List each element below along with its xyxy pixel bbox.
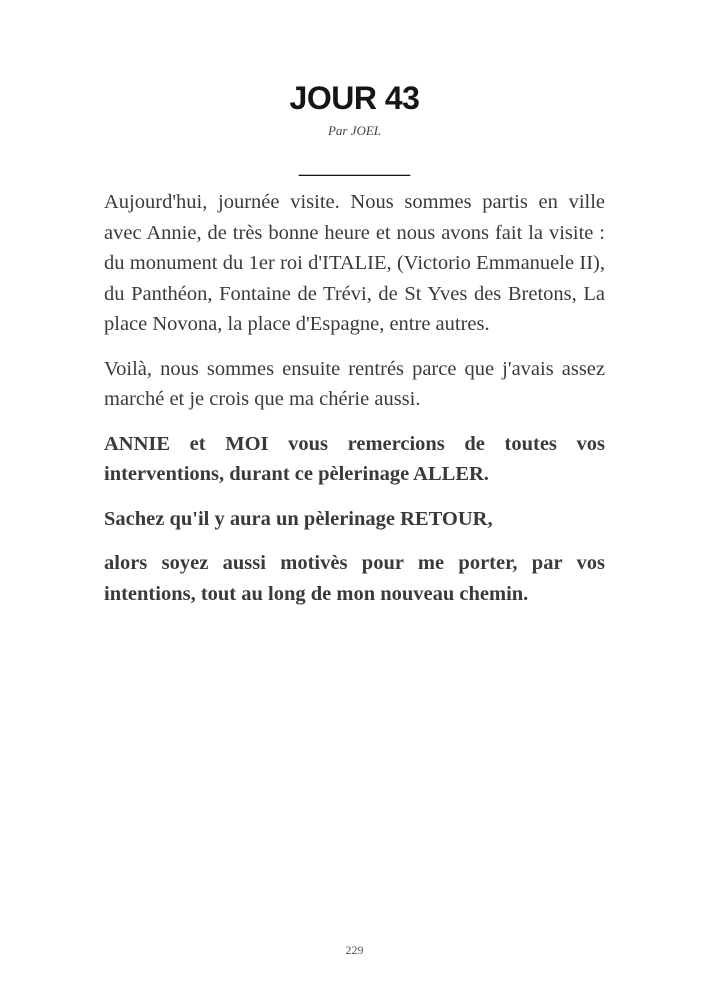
author-byline: Par JOEL	[327, 123, 382, 138]
body-text	[104, 187, 605, 623]
paragraph-thanks: ANNIE et MOI vous remercions de toutes vos interventions, durant ce pèlerinage ALLER.	[104, 432, 605, 485]
paragraph-return: Voilà, nous sommes ensuite rentrés parce que j'avais assez marché et je crois que ma chérie aussi.	[104, 357, 605, 410]
paragraph-return-pilgrimage: Sachez qu'il y aura un pèlerinage RETOUR,	[104, 507, 493, 530]
page-number: 229	[345, 943, 364, 957]
page-title: JOUR 43	[289, 80, 420, 116]
paragraph-motivation: alors soyez aussi motivès pour me porter, par vos intentions, tout au long de mon nouveau chemin.	[104, 552, 605, 605]
paragraph-visit: Aujourd'hui, journée visite. Nous sommes partis en ville avec Annie, de très bonne heure et nous avons fait la visite : du monument du 1er roi d'ITALIE, (Victorio Emmanuele II), du Panthéon, Fontaine de Trévi, de St Yves des Bretons, La place Novona, la place d'Espagne, entre autres.	[104, 191, 605, 335]
title-separator: __________	[298, 155, 411, 177]
